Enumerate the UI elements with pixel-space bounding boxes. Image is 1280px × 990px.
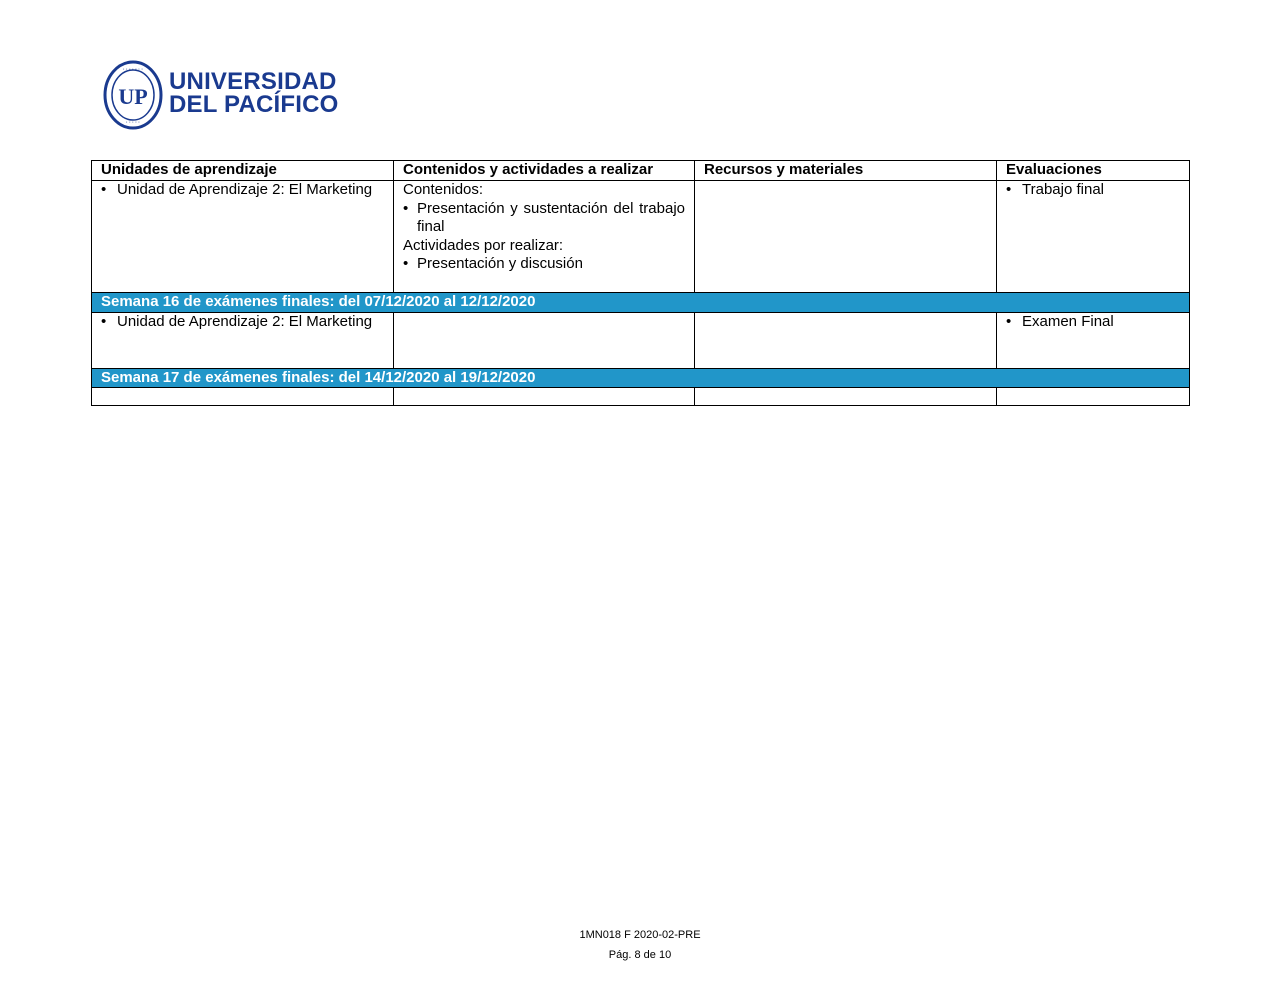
resources-cell (695, 181, 997, 293)
university-seal-icon (103, 60, 163, 130)
university-logo (103, 60, 343, 130)
week-16-label: Semana 16 de exámenes finales: del 07/12/2020 al 12/12/2020 (92, 293, 1190, 313)
header-contents: Contenidos y actividades a realizar (394, 161, 695, 181)
syllabus-table (91, 160, 1190, 406)
activities-list (403, 255, 685, 274)
table-row (92, 312, 1190, 368)
contents-cell (394, 312, 695, 368)
unit-list (101, 313, 384, 332)
list-item: • Presentación y discusión (403, 255, 685, 274)
resources-cell (695, 388, 997, 406)
header-units: Unidades de aprendizaje (92, 161, 394, 181)
contents-label: Contenidos: (403, 181, 484, 198)
footer-page-number: Pág. 8 de 10 (608, 949, 672, 961)
list-item: • Trabajo final (1006, 181, 1180, 200)
table-row (92, 181, 1190, 293)
svg-text:· · · · · · ·: · · · · · · · (123, 67, 143, 73)
evaluation-list (1006, 313, 1180, 332)
resources-cell (695, 312, 997, 368)
evaluation-cell (997, 388, 1190, 406)
logo-line-2: DEL PACÍFICO (169, 91, 339, 118)
svg-text:· · · · ·: · · · · · (126, 120, 140, 126)
logo-wordmark (169, 70, 339, 116)
list-item: • Presentación y sustentación del trabajo final (403, 200, 685, 237)
contents-cell (394, 181, 695, 293)
evaluation-cell (997, 181, 1190, 293)
unit-cell (92, 181, 394, 293)
evaluation-cell (997, 312, 1190, 368)
list-item: • Examen Final (1006, 313, 1180, 332)
list-item: • Unidad de Aprendizaje 2: El Marketing (101, 313, 384, 332)
week-17-label: Semana 17 de exámenes finales: del 14/12/2020 al 19/12/2020 (92, 368, 1190, 388)
header-resources: Recursos y materiales (695, 161, 997, 181)
week-17-row (92, 368, 1190, 388)
table-row (92, 388, 1190, 406)
logo-line-1: UNIVERSIDAD (169, 68, 337, 95)
unit-cell (92, 388, 394, 406)
contents-cell (394, 388, 695, 406)
unit-cell (92, 312, 394, 368)
svg-text:UP: UP (118, 84, 148, 109)
activities-label: Actividades por realizar: (403, 236, 564, 254)
evaluation-list (1006, 181, 1180, 200)
unit-list (101, 181, 384, 200)
footer-code: 1MN018 F 2020-02-PRE (579, 929, 701, 941)
contents-list (403, 200, 685, 237)
list-item: • Unidad de Aprendizaje 2: El Marketing (101, 181, 384, 200)
week-16-row (92, 293, 1190, 313)
table-header-row (92, 161, 1190, 181)
header-evaluations: Evaluaciones (997, 161, 1190, 181)
